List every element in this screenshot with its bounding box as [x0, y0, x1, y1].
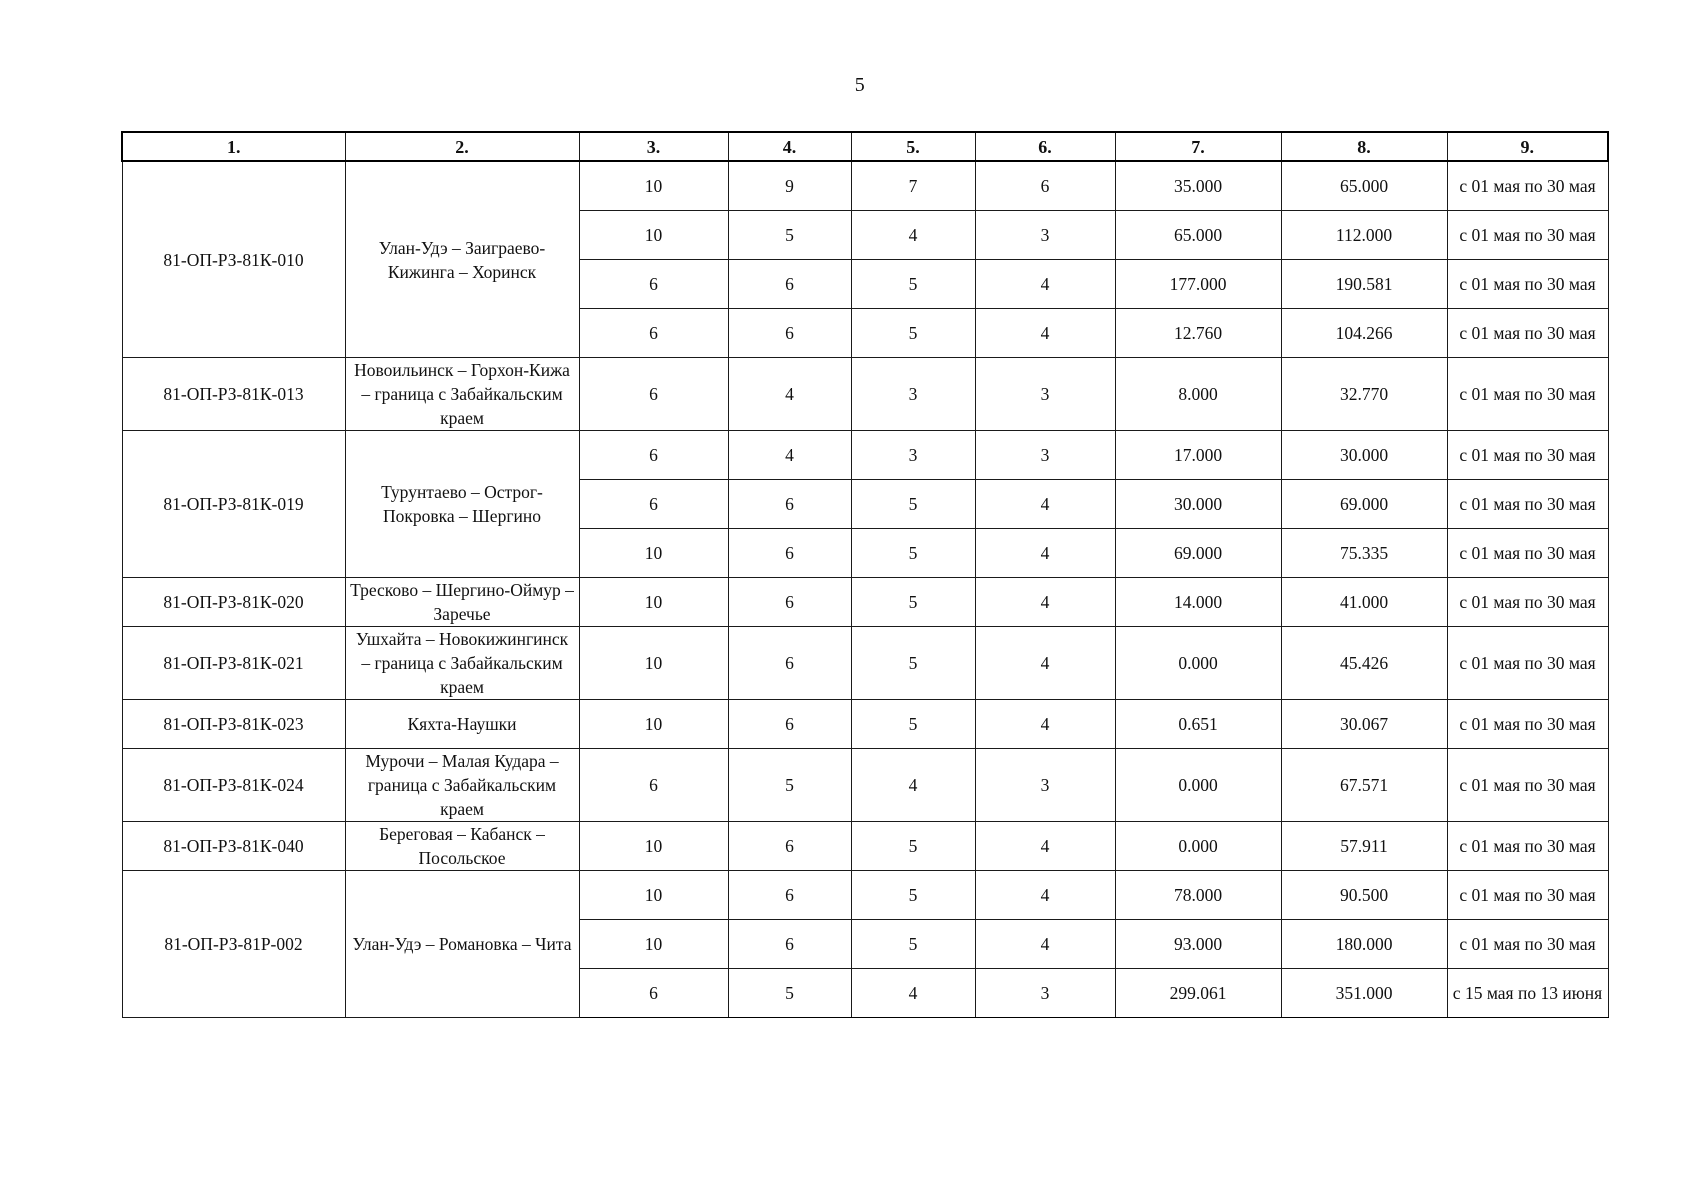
col4-cell: 6 — [728, 871, 851, 920]
period-cell: с 01 мая по 30 мая — [1447, 700, 1608, 749]
col3-cell: 6 — [579, 431, 728, 480]
end-km-cell: 104.266 — [1281, 309, 1447, 358]
period-cell: с 01 мая по 30 мая — [1447, 260, 1608, 309]
road-name-cell: Ушхайта – Новокижингинск – граница с Забайкальским краем — [345, 627, 579, 700]
road-code-cell: 81-ОП-РЗ-81К-020 — [122, 578, 345, 627]
start-km-cell: 0.000 — [1115, 822, 1281, 871]
table-row — [122, 161, 1608, 211]
col3-cell: 6 — [579, 969, 728, 1018]
col4-cell: 6 — [728, 260, 851, 309]
period-cell: с 01 мая по 30 мая — [1447, 578, 1608, 627]
road-name-cell: Новоильинск – Горхон-Кижа – граница с Забайкальским краем — [345, 358, 579, 431]
col3-cell: 10 — [579, 529, 728, 578]
col4-cell: 4 — [728, 358, 851, 431]
period-cell: с 01 мая по 30 мая — [1447, 529, 1608, 578]
period-cell: с 01 мая по 30 мая — [1447, 920, 1608, 969]
page-number: 5 — [854, 74, 866, 96]
end-km-cell: 351.000 — [1281, 969, 1447, 1018]
road-name-cell: Береговая – Кабанск – Посольское — [345, 822, 579, 871]
col6-cell: 4 — [975, 260, 1115, 309]
col5-cell: 5 — [851, 871, 975, 920]
col3-cell: 10 — [579, 871, 728, 920]
col6-cell: 3 — [975, 211, 1115, 260]
col5-cell: 4 — [851, 211, 975, 260]
road-code-cell: 81-ОП-РЗ-81Р-002 — [122, 871, 345, 1018]
col5-cell: 5 — [851, 578, 975, 627]
col6-cell: 3 — [975, 749, 1115, 822]
col4-cell: 4 — [728, 431, 851, 480]
end-km-cell: 75.335 — [1281, 529, 1447, 578]
period-cell: с 01 мая по 30 мая — [1447, 822, 1608, 871]
start-km-cell: 35.000 — [1115, 161, 1281, 211]
period-cell: с 01 мая по 30 мая — [1447, 358, 1608, 431]
col3-cell: 10 — [579, 627, 728, 700]
start-km-cell: 177.000 — [1115, 260, 1281, 309]
col4-cell: 9 — [728, 161, 851, 211]
col6-cell: 4 — [975, 700, 1115, 749]
end-km-cell: 67.571 — [1281, 749, 1447, 822]
table-row — [122, 822, 1608, 871]
col3-cell: 10 — [579, 920, 728, 969]
col6-cell: 4 — [975, 529, 1115, 578]
col5-cell: 3 — [851, 431, 975, 480]
start-km-cell: 30.000 — [1115, 480, 1281, 529]
col6-cell: 4 — [975, 822, 1115, 871]
header-row — [122, 132, 1608, 161]
header-col-1: 1. — [122, 132, 345, 161]
col5-cell: 5 — [851, 700, 975, 749]
road-code-cell: 81-ОП-РЗ-81К-024 — [122, 749, 345, 822]
col6-cell: 3 — [975, 358, 1115, 431]
road-name-cell: Кяхта-Наушки — [345, 700, 579, 749]
col3-cell: 6 — [579, 480, 728, 529]
col4-cell: 6 — [728, 578, 851, 627]
col5-cell: 5 — [851, 309, 975, 358]
header-col-9: 9. — [1447, 132, 1608, 161]
road-code-cell: 81-ОП-РЗ-81К-021 — [122, 627, 345, 700]
end-km-cell: 65.000 — [1281, 161, 1447, 211]
col3-cell: 10 — [579, 822, 728, 871]
table-row — [122, 431, 1608, 480]
col6-cell: 3 — [975, 431, 1115, 480]
start-km-cell: 65.000 — [1115, 211, 1281, 260]
col4-cell: 5 — [728, 969, 851, 1018]
road-code-cell: 81-ОП-РЗ-81К-023 — [122, 700, 345, 749]
end-km-cell: 41.000 — [1281, 578, 1447, 627]
road-code-cell: 81-ОП-РЗ-81К-013 — [122, 358, 345, 431]
road-code-cell: 81-ОП-РЗ-81К-010 — [122, 161, 345, 358]
end-km-cell: 30.000 — [1281, 431, 1447, 480]
end-km-cell: 190.581 — [1281, 260, 1447, 309]
col3-cell: 10 — [579, 578, 728, 627]
start-km-cell: 78.000 — [1115, 871, 1281, 920]
col3-cell: 6 — [579, 309, 728, 358]
end-km-cell: 69.000 — [1281, 480, 1447, 529]
col6-cell: 6 — [975, 161, 1115, 211]
period-cell: с 01 мая по 30 мая — [1447, 431, 1608, 480]
col5-cell: 4 — [851, 749, 975, 822]
col4-cell: 6 — [728, 309, 851, 358]
road-name-cell: Мурочи – Малая Кудара – граница с Забайкальским краем — [345, 749, 579, 822]
col6-cell: 3 — [975, 969, 1115, 1018]
start-km-cell: 17.000 — [1115, 431, 1281, 480]
period-cell: с 01 мая по 30 мая — [1447, 161, 1608, 211]
col5-cell: 4 — [851, 969, 975, 1018]
col5-cell: 5 — [851, 920, 975, 969]
end-km-cell: 45.426 — [1281, 627, 1447, 700]
start-km-cell: 93.000 — [1115, 920, 1281, 969]
period-cell: с 01 мая по 30 мая — [1447, 749, 1608, 822]
start-km-cell: 12.760 — [1115, 309, 1281, 358]
col3-cell: 10 — [579, 700, 728, 749]
start-km-cell: 0.651 — [1115, 700, 1281, 749]
end-km-cell: 57.911 — [1281, 822, 1447, 871]
restrictions-table — [121, 131, 1609, 1018]
table-row — [122, 358, 1608, 431]
col5-cell: 5 — [851, 529, 975, 578]
road-name-cell: Тресково – Шергино-Оймур – Заречье — [345, 578, 579, 627]
period-cell: с 01 мая по 30 мая — [1447, 627, 1608, 700]
period-cell: с 01 мая по 30 мая — [1447, 480, 1608, 529]
col3-cell: 10 — [579, 211, 728, 260]
col4-cell: 6 — [728, 822, 851, 871]
col4-cell: 6 — [728, 627, 851, 700]
road-name-cell: Улан-Удэ – Романовка – Чита — [345, 871, 579, 1018]
col6-cell: 4 — [975, 480, 1115, 529]
road-code-cell: 81-ОП-РЗ-81К-019 — [122, 431, 345, 578]
end-km-cell: 32.770 — [1281, 358, 1447, 431]
table-row — [122, 749, 1608, 822]
period-cell: с 01 мая по 30 мая — [1447, 211, 1608, 260]
col3-cell: 6 — [579, 358, 728, 431]
col6-cell: 4 — [975, 871, 1115, 920]
col5-cell: 5 — [851, 480, 975, 529]
end-km-cell: 180.000 — [1281, 920, 1447, 969]
table-body — [122, 161, 1608, 1018]
col4-cell: 6 — [728, 700, 851, 749]
start-km-cell: 299.061 — [1115, 969, 1281, 1018]
col4-cell: 5 — [728, 211, 851, 260]
col5-cell: 7 — [851, 161, 975, 211]
end-km-cell: 90.500 — [1281, 871, 1447, 920]
col5-cell: 5 — [851, 627, 975, 700]
col4-cell: 5 — [728, 749, 851, 822]
col6-cell: 4 — [975, 920, 1115, 969]
start-km-cell: 69.000 — [1115, 529, 1281, 578]
col4-cell: 6 — [728, 529, 851, 578]
road-name-cell: Турунтаево – Острог-Покровка – Шергино — [345, 431, 579, 578]
end-km-cell: 112.000 — [1281, 211, 1447, 260]
period-cell: с 01 мая по 30 мая — [1447, 871, 1608, 920]
period-cell: с 15 мая по 13 июня — [1447, 969, 1608, 1018]
table-row — [122, 871, 1608, 920]
table-row — [122, 700, 1608, 749]
col4-cell: 6 — [728, 920, 851, 969]
road-name-cell: Улан-Удэ – Заиграево-Кижинга – Хоринск — [345, 161, 579, 358]
header-col-8: 8. — [1281, 132, 1447, 161]
start-km-cell: 0.000 — [1115, 749, 1281, 822]
start-km-cell: 8.000 — [1115, 358, 1281, 431]
road-code-cell: 81-ОП-РЗ-81К-040 — [122, 822, 345, 871]
end-km-cell: 30.067 — [1281, 700, 1447, 749]
col3-cell: 6 — [579, 260, 728, 309]
col5-cell: 3 — [851, 358, 975, 431]
period-cell: с 01 мая по 30 мая — [1447, 309, 1608, 358]
header-col-5: 5. — [851, 132, 975, 161]
col4-cell: 6 — [728, 480, 851, 529]
col6-cell: 4 — [975, 578, 1115, 627]
col3-cell: 6 — [579, 749, 728, 822]
header-col-4: 4. — [728, 132, 851, 161]
col5-cell: 5 — [851, 822, 975, 871]
start-km-cell: 0.000 — [1115, 627, 1281, 700]
col6-cell: 4 — [975, 309, 1115, 358]
start-km-cell: 14.000 — [1115, 578, 1281, 627]
header-col-3: 3. — [579, 132, 728, 161]
header-col-2: 2. — [345, 132, 579, 161]
header-col-6: 6. — [975, 132, 1115, 161]
col6-cell: 4 — [975, 627, 1115, 700]
col5-cell: 5 — [851, 260, 975, 309]
col3-cell: 10 — [579, 161, 728, 211]
table-row — [122, 578, 1608, 627]
header-col-7: 7. — [1115, 132, 1281, 161]
table-row — [122, 627, 1608, 700]
